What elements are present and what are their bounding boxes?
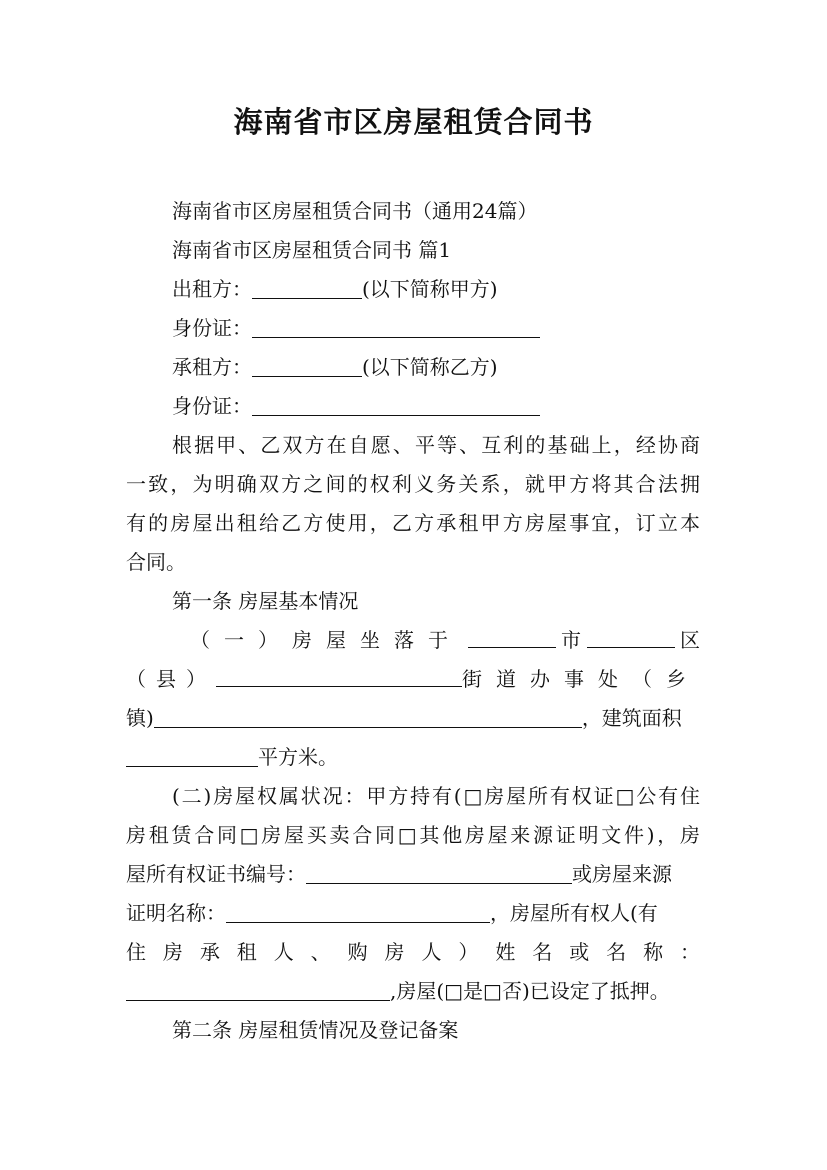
id-blank xyxy=(252,317,540,338)
document-title: 海南省市区房屋租赁合同书 xyxy=(233,105,594,139)
area-blank xyxy=(126,746,258,767)
area-unit: 平方米。 xyxy=(258,745,338,769)
subtitle-line: 海南省市区房屋租赁合同书（通用24篇） xyxy=(172,199,538,223)
owner-name-line: 住房承租人、购房人）姓名或名称： xyxy=(126,940,700,964)
location-line xyxy=(190,627,700,653)
source-label: 或房屋来源 xyxy=(572,862,672,886)
county-label: （县） xyxy=(126,667,216,691)
id-label: 身份证： xyxy=(172,316,252,340)
district-blank xyxy=(587,627,675,648)
area-line xyxy=(126,744,338,770)
area-label: ，建筑面积 xyxy=(581,706,682,730)
lessor-label: 出租方： xyxy=(172,277,252,301)
town-line xyxy=(126,705,682,731)
cert-number-blank xyxy=(306,863,572,884)
ownership-line: 房租赁合同□房屋买卖合同□其他房屋来源证明文件)，房 xyxy=(126,823,700,847)
lessor-blank xyxy=(252,278,362,299)
mortgage-line xyxy=(126,978,670,1004)
owner-label: ，房屋所有权人(有 xyxy=(490,901,658,925)
location-label: （一）房屋坐落于 xyxy=(190,628,462,652)
lessor-line xyxy=(172,276,498,302)
cert-name-label: 证明名称： xyxy=(126,901,226,925)
county-line xyxy=(126,666,700,692)
cert-name-blank xyxy=(226,902,490,923)
paragraph-line: 合同。 xyxy=(126,550,186,574)
paragraph-line: 一致，为明确双方之间的权利义务关系，就甲方将其合法拥 xyxy=(126,472,700,496)
city-label: 市 xyxy=(561,628,581,652)
cert-number-line xyxy=(126,861,672,887)
paragraph-line: 有的房屋出租给乙方使用，乙方承租甲方房屋事宜，订立本 xyxy=(126,511,700,535)
lessee-id-line xyxy=(172,393,540,419)
lessee-blank xyxy=(252,356,362,377)
id-label: 身份证： xyxy=(172,394,252,418)
lessee-line xyxy=(172,354,498,380)
id-blank xyxy=(252,395,540,416)
lessor-id-line xyxy=(172,315,540,341)
article-heading: 第一条 房屋基本情况 xyxy=(172,589,359,613)
section-heading: 海南省市区房屋租赁合同书 篇1 xyxy=(172,238,452,262)
district-label: 区 xyxy=(680,628,700,652)
town-label: 镇) xyxy=(126,706,154,730)
city-blank xyxy=(468,627,556,648)
lessor-note: (以下简称甲方) xyxy=(362,277,498,301)
mortgage-label: ,房屋(□是□否)已设定了抵押。 xyxy=(390,979,670,1003)
cert-number-label: 屋所有权证书编号： xyxy=(126,862,306,886)
lessee-label: 承租方： xyxy=(172,355,252,379)
lessee-note: (以下简称乙方) xyxy=(362,355,498,379)
town-blank xyxy=(154,707,582,728)
street-office-label: 街道办事处（乡 xyxy=(462,667,700,691)
county-blank xyxy=(216,666,462,687)
cert-name-line xyxy=(126,900,658,926)
paragraph-line: 根据甲、乙双方在自愿、平等、互利的基础上，经协商 xyxy=(172,433,700,457)
ownership-line: (二)房屋权属状况：甲方持有(□房屋所有权证□公有住 xyxy=(172,784,700,808)
article-heading: 第二条 房屋租赁情况及登记备案 xyxy=(172,1018,459,1042)
owner-name-blank xyxy=(126,980,390,1001)
